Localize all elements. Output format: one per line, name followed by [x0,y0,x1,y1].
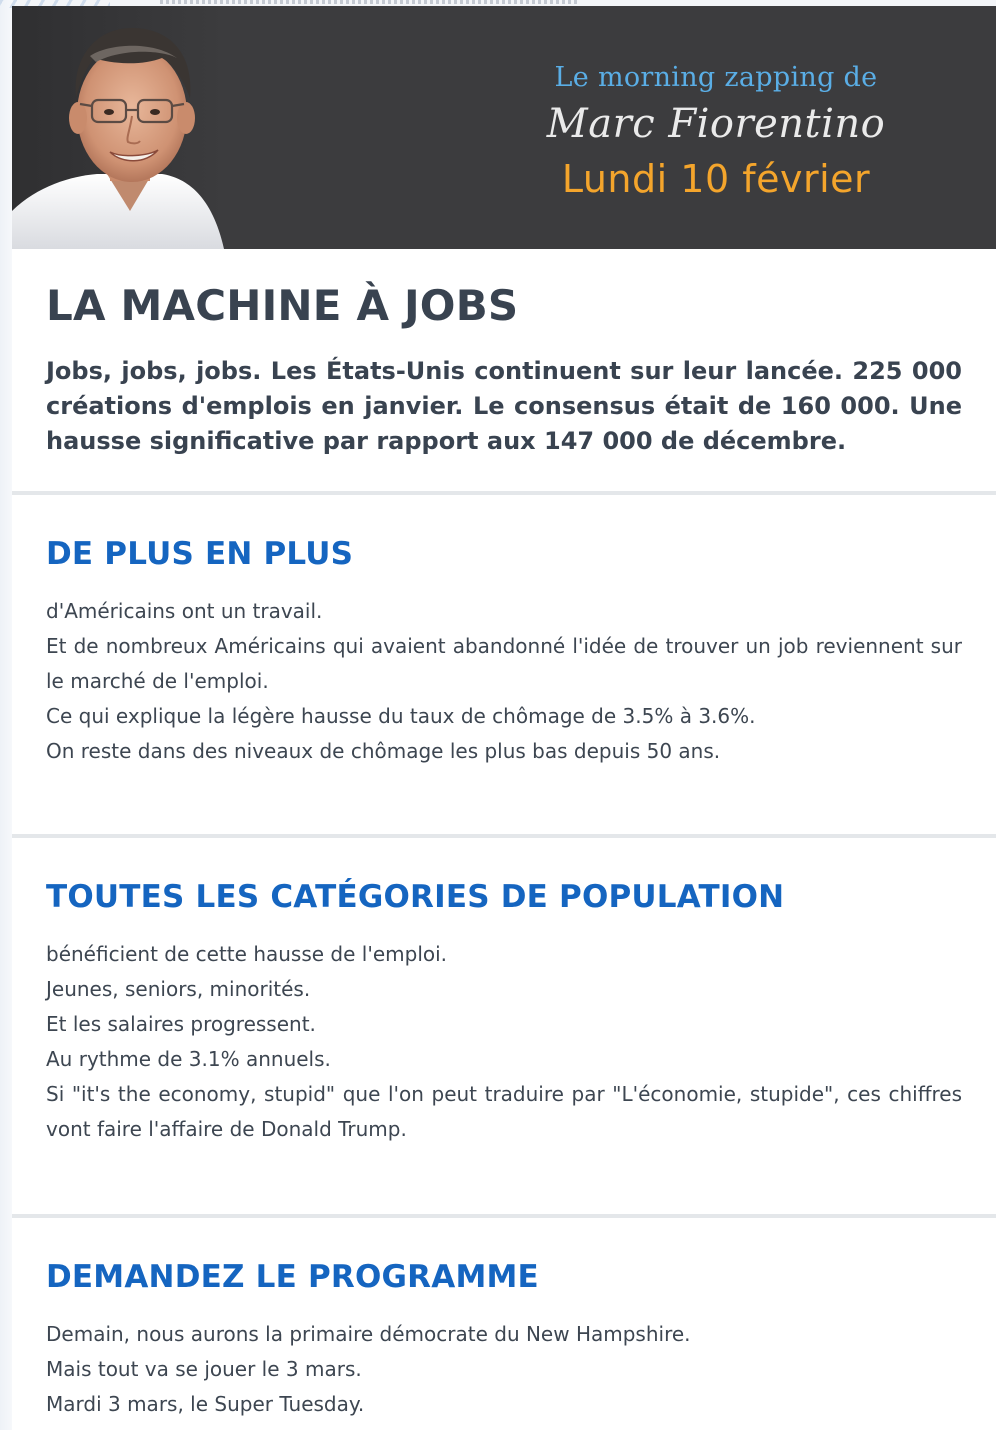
newsletter-card [12,6,996,1430]
cropped-header-text [160,0,580,4]
author-portrait [12,6,227,249]
banner-author-name: Marc Fiorentino [546,101,886,147]
banner-headline [506,62,926,201]
section-body [46,594,962,769]
paragraph: Mardi 3 mars, le Super Tuesday. [46,1392,365,1416]
paragraph: Jeunes, seniors, minorités. [46,977,311,1001]
paragraph: Et de nombreux Américains qui avaient abandonné l'idée de trouver un job reviennent sur le marché de l'emploi. [46,634,962,693]
section-divider [12,1214,996,1218]
paragraph: On reste dans des niveaux de chômage les plus bas depuis 50 ans. [46,739,721,763]
paragraph: Et les salaires progressent. [46,1012,316,1036]
section-categories-population [12,879,996,1147]
newsletter-banner [12,6,996,249]
page-left-gutter [0,0,12,1430]
article-lead: Jobs, jobs, jobs. Les États-Unis continuent sur leur lancée. 225 000 créations d'emplois en janvier. Le consensus était de 160 000. Une hausse significative par rapport aux 147 000 de décembre. [46,357,962,455]
section-body [46,1317,962,1422]
section-body [46,937,962,1147]
paragraph: Si "it's the economy, stupid" que l'on peut traduire par "L'économie, stupide", ces chiffres vont faire l'affaire de Donald Trump. [46,1082,962,1141]
paragraph: Mais tout va se jouer le 3 mars. [46,1357,362,1381]
paragraph: d'Américains ont un travail. [46,599,323,623]
section-divider [12,834,996,838]
paragraph: Ce qui explique la légère hausse du taux de chômage de 3.5% à 3.6%. [46,704,756,728]
section-title: TOUTES LES CATÉGORIES DE POPULATION [46,879,785,915]
paragraph: bénéficient de cette hausse de l'emploi. [46,942,448,966]
section-title: DEMANDEZ LE PROGRAMME [46,1259,539,1295]
paragraph: Demain, nous aurons la primaire démocrate du New Hampshire. [46,1322,691,1346]
section-title: DE PLUS EN PLUS [46,536,354,572]
section-de-plus-en-plus [12,536,996,769]
lead-article [12,281,996,459]
section-programme [12,1259,996,1422]
paragraph: Au rythme de 3.1% annuels. [46,1047,331,1071]
banner-date: Lundi 10 février [561,157,871,201]
section-divider [12,491,996,495]
article-title: LA MACHINE À JOBS [46,281,519,330]
banner-subtitle: Le morning zapping de [554,62,878,93]
